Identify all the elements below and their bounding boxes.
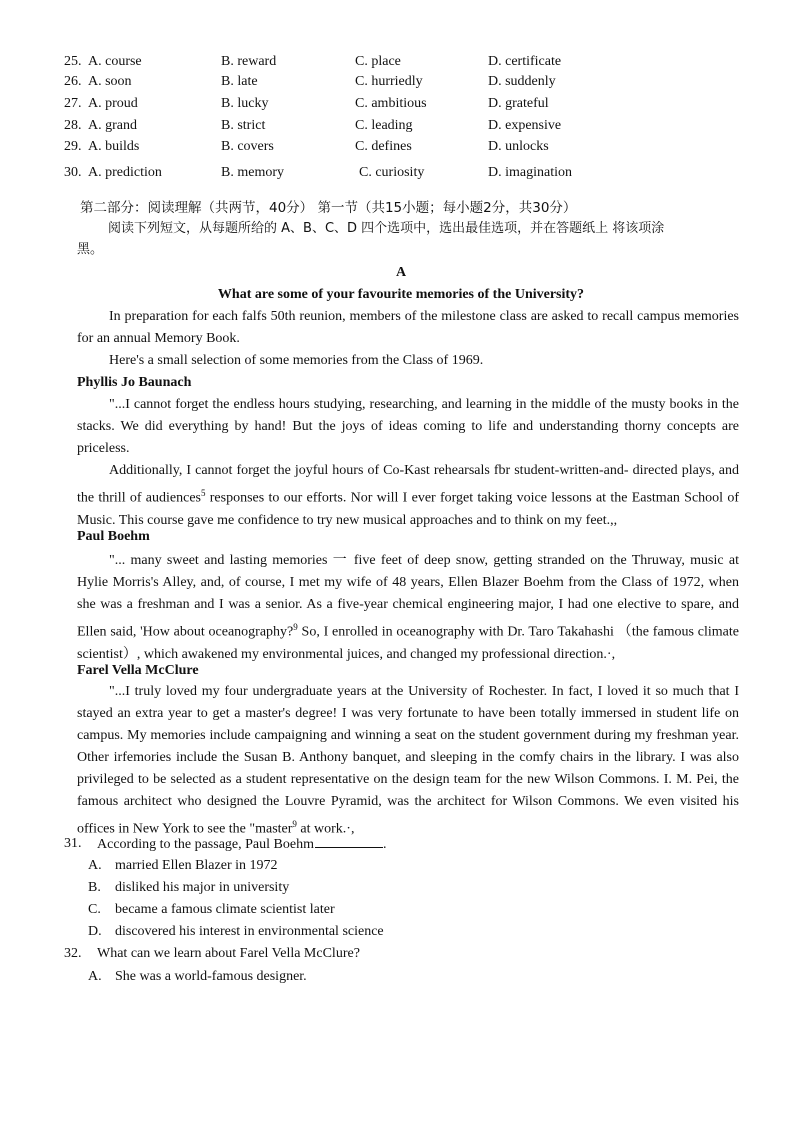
- memory-paragraph: [77, 550, 739, 666]
- option-a: A. course: [88, 54, 142, 69]
- option-b: B. strict: [221, 118, 266, 133]
- memory-paragraph: [77, 460, 739, 532]
- paragraph-text: "... many sweet and lasting memories 一 five feet of deep snow, getting stranded on the Thruway, music at Hylie Morris's Alley, and, of course, I met my wife of 48 years, Ellen Blazer Boehm from the Class of 1972, when she was a freshman and I was a senior. As a five-year chemical engineering major, I had one elective to spare, and Ellen said, 'How about oceanography?: [77, 553, 739, 640]
- section-header: 第二部分：阅读理解（共两节，40分） 第一节（共15小题；每小题2分，共30分）: [80, 200, 577, 216]
- person-name: Farel Vella McClure: [77, 663, 199, 678]
- option-a: A. prediction: [88, 165, 162, 180]
- option-text: married Ellen Blazer in 1972: [115, 858, 278, 873]
- option-letter: A.: [88, 969, 102, 984]
- question-number: 32.: [64, 946, 82, 961]
- option-d: D. certificate: [488, 54, 562, 69]
- option-b: B. late: [221, 74, 258, 89]
- memory-paragraph: [77, 681, 739, 841]
- option-a: A. proud: [88, 96, 138, 111]
- option-letter: C.: [88, 902, 101, 917]
- superscript: 9: [292, 819, 297, 829]
- passage-label: A: [395, 265, 407, 280]
- instructions-continued: 黑。: [77, 242, 104, 257]
- paragraph-text: responses to our efforts. Nor will I ever forget taking voice lessons at the Eastman School of Music. This course gave me confidence to try new musical approaches and to think on my feet.,,: [77, 490, 739, 528]
- paragraph-text: "...I truly loved my four undergraduate years at the University of Rochester. In fact, I loved it so much that I stayed an extra year to get a master's degree! I was very fortunate to have been totally immersed in student life on campus. My memories include campaigning and winning a seat on the student government during my freshman year. Other irfemories include the Susan B. Anthony banquet, and sleeping in the comfy chairs in the library. I was also privileged to be selected as a student representative on the design team for the new Wilson Commons. I. M. Pei, the famous architect who designed the Louvre Pyramid, was the architect for Wilson Commons. We even visited his offices in New York to see the "master: [77, 684, 739, 837]
- option-c: C. defines: [355, 139, 412, 154]
- instructions: 阅读下列短文，从每题所给的 A、B、C、D 四个选项中，选出最佳选项，并在答题纸上 将该项涂: [108, 221, 665, 236]
- question-stem: What can we learn about Farel Vella McClure?: [97, 946, 360, 961]
- question-number: 28.: [64, 118, 82, 133]
- option-c: C. place: [355, 54, 401, 69]
- option-c: C. leading: [355, 118, 413, 133]
- question-number: 29.: [64, 139, 82, 154]
- question-stem: [97, 833, 386, 856]
- question-number: 31.: [64, 836, 82, 851]
- intro-paragraph: In preparation for each falfs 50th reunion, members of the milestone class are asked to recall campus memories for an annual Memory Book.: [77, 309, 739, 346]
- question-number: 27.: [64, 96, 82, 111]
- option-text: discovered his interest in environmental science: [115, 924, 384, 939]
- option-c: C. hurriedly: [355, 74, 423, 89]
- memory-paragraph: "...I cannot forget the endless hours studying, researching, and learning in the middle of the musty books in the stacks. We did everything by hand! But the joys of ideas coming to life and understanding thorny concepts are priceless.: [77, 397, 739, 456]
- option-text: became a famous climate scientist later: [115, 902, 335, 917]
- option-b: B. covers: [221, 139, 274, 154]
- option-d: D. unlocks: [488, 139, 549, 154]
- intro-paragraph: Here's a small selection of some memories from the Class of 1969.: [109, 353, 484, 368]
- option-d: D. imagination: [488, 165, 572, 180]
- option-a: A. soon: [88, 74, 132, 89]
- option-text: disliked his major in university: [115, 880, 290, 895]
- paragraph-text: So, I enrolled in oceanography with Dr. Taro Takahashi （the famous climate scientist）, which awakened my environmental juices, and changed my professional direction.·,: [77, 624, 739, 662]
- option-c: C. curiosity: [359, 165, 425, 180]
- passage-title: What are some of your favourite memories of the University?: [217, 287, 585, 302]
- person-name: Phyllis Jo Baunach: [77, 375, 192, 390]
- option-letter: A.: [88, 858, 102, 873]
- paragraph-text: at work.·,: [296, 821, 355, 837]
- option-c: C. ambitious: [355, 96, 427, 111]
- paragraph-text: Additionally, I cannot forget the joyful hours of Co-Kast rehearsals fbr student-written-and- directed plays, and the thrill of audiences: [77, 463, 739, 506]
- option-b: B. reward: [221, 54, 277, 69]
- option-a: A. builds: [88, 139, 140, 154]
- option-d: D. grateful: [488, 96, 549, 111]
- stem-text: According to the passage, Paul Boehm: [97, 837, 314, 852]
- question-number: 25.: [64, 54, 82, 69]
- question-number: 30.: [64, 165, 82, 180]
- person-name: Paul Boehm: [77, 529, 150, 544]
- option-d: D. expensive: [488, 118, 562, 133]
- superscript: 5: [200, 488, 206, 498]
- option-d: D. suddenly: [488, 74, 556, 89]
- option-text: She was a world-famous designer.: [115, 969, 307, 984]
- answer-blank: [315, 833, 383, 848]
- option-b: B. lucky: [221, 96, 269, 111]
- question-number: 26.: [64, 74, 82, 89]
- option-letter: B.: [88, 880, 101, 895]
- superscript: 9: [293, 622, 298, 632]
- stem-end: .: [382, 837, 387, 852]
- option-b: B. memory: [221, 165, 284, 180]
- option-letter: D.: [88, 924, 102, 939]
- option-a: A. grand: [88, 118, 137, 133]
